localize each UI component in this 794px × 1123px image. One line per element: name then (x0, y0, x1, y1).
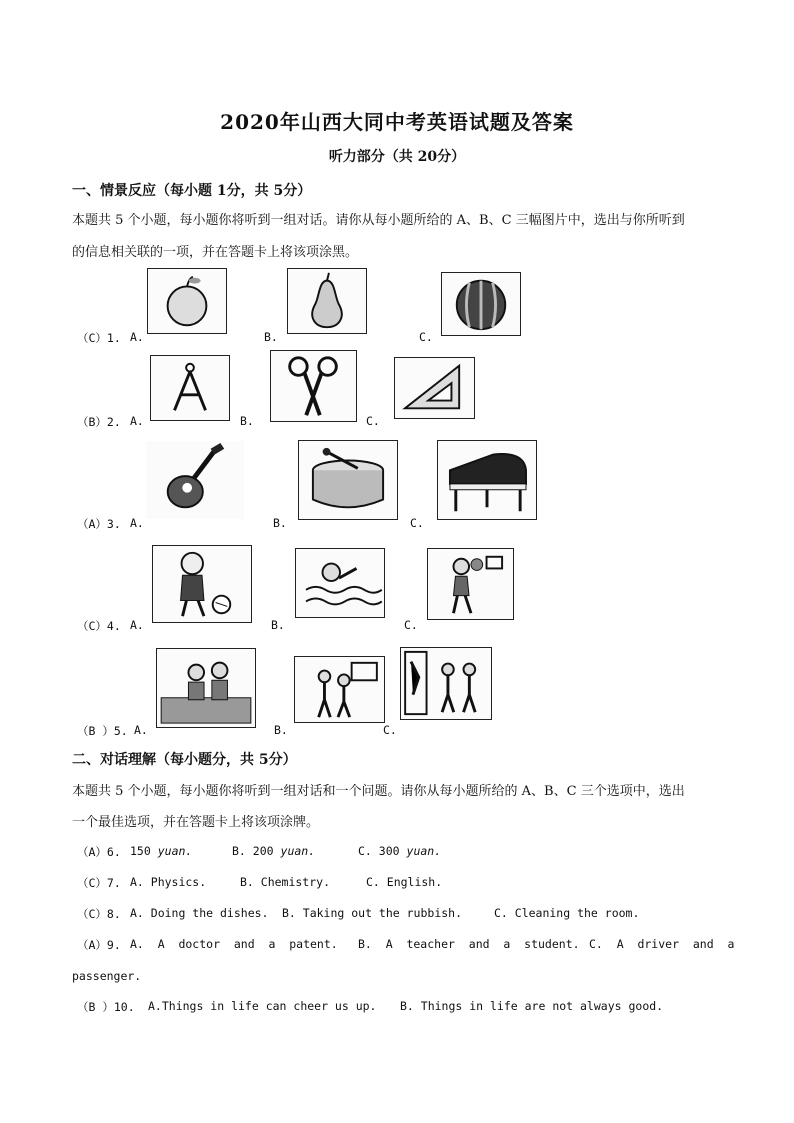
q7-option-b: B. Chemistry. (240, 875, 331, 889)
q10-option-b: B. Things in life are not always good. (400, 999, 664, 1013)
option-c-label: C. (410, 516, 424, 530)
option-c-label: C. (383, 723, 397, 737)
option-a-label: A. (134, 723, 148, 737)
option-b-label: B. (273, 516, 287, 530)
q6-option-b-unit: yuan. (280, 844, 316, 858)
q9-option-b: B. A teacher and a student. (358, 937, 580, 951)
question-5-prefix: （B ）5. (77, 724, 128, 738)
scissors-picture (270, 350, 357, 422)
question-8-prefix: （C）8. (77, 907, 121, 921)
option-b-label: B. (264, 330, 278, 344)
option-c-label: C. (404, 618, 418, 632)
question-6-prefix: （A）6. (77, 845, 121, 859)
q7-option-a: A. Physics. (130, 875, 207, 889)
drum-picture (298, 440, 398, 520)
boys-walking-picture (294, 656, 385, 723)
option-a-label: A. (130, 516, 144, 530)
q6-option-c-unit: yuan. (406, 844, 442, 858)
q6-option-b-number: 200 (252, 844, 274, 858)
option-a-label: A. (130, 618, 144, 632)
set-square-picture (394, 357, 475, 419)
option-a-label: A. (130, 330, 144, 344)
q9-option-a: A. A doctor and a patent. (130, 937, 338, 951)
q6-option-c-number: 300 (378, 844, 400, 858)
swimming-picture (295, 548, 385, 618)
q6-option-a-number: 150 (130, 844, 151, 858)
piano-picture (437, 440, 537, 520)
option-c-label: C. (366, 414, 380, 428)
option-c-label: C. (419, 330, 433, 344)
section-subtitle: 听力部分（共 20分） (328, 149, 466, 165)
q6-option-b-label: B. (232, 844, 246, 858)
part1-instruction-line1: 本题共 5 个小题，每小题你将听到一组对话。请你从每小题所给的 A、B、C 三幅图片中，选出与你所听到 (72, 213, 685, 228)
basketball-girl-picture (427, 548, 514, 620)
q6-option-c (358, 844, 441, 858)
q8-option-b: B. Taking out the rubbish. (282, 906, 463, 920)
pear-picture (287, 268, 367, 334)
guitar-picture (145, 440, 245, 520)
question-4-prefix: （C）4. (77, 619, 121, 633)
question-1-prefix: （C）1. (77, 331, 121, 345)
boys-painting-picture (400, 647, 492, 720)
q8-option-a: A. Doing the dishes. (130, 906, 269, 920)
q6-option-a-unit: yuan. (157, 844, 193, 858)
question-9-prefix: （A）9. (77, 938, 121, 952)
part2-instruction-line2: 一个最佳选项，并在答题卡上将该项涂牌。 (72, 815, 320, 830)
option-b-label: B. (274, 723, 288, 737)
question-2-prefix: （B）2. (77, 415, 121, 429)
q10-option-a: A.Things in life can cheer us up. (148, 999, 377, 1013)
q9-option-c: C. A driver and a (589, 937, 735, 951)
q6-option-b (232, 844, 315, 858)
question-10-prefix: （B ）10. (77, 1000, 135, 1014)
question-3-prefix: （A）3. (77, 517, 121, 531)
part2-heading: 二、对话理解（每小题分，共 5分） (72, 752, 297, 768)
option-a-label: A. (130, 414, 144, 428)
q7-option-c: C. English. (366, 875, 443, 889)
classroom-picture (156, 648, 256, 728)
part1-heading: 一、情景反应（每小题 1分，共 5分） (72, 183, 312, 199)
compass-picture (150, 355, 230, 421)
q6-option-a (130, 844, 192, 858)
q6-option-c-label: C. (358, 844, 372, 858)
apple-picture (147, 268, 227, 334)
football-boy-picture (152, 545, 252, 623)
part1-instruction-line2: 的信息相关联的一项，并在答题卡上将该项涂黑。 (72, 245, 359, 260)
part2-instruction-line1: 本题共 5 个小题，每小题你将听到一组对话和一个问题。请你从每小题所给的 A、B、C 三个选项中，选出 (72, 784, 685, 799)
page-title: 2020年山西大同中考英语试题及答案 (220, 110, 574, 134)
q9-option-c-continued: passenger. (72, 969, 142, 983)
option-b-label: B. (240, 414, 254, 428)
watermelon-picture (441, 272, 521, 336)
option-b-label: B. (271, 618, 285, 632)
question-7-prefix: （C）7. (77, 876, 121, 890)
q8-option-c: C. Cleaning the room. (494, 906, 640, 920)
